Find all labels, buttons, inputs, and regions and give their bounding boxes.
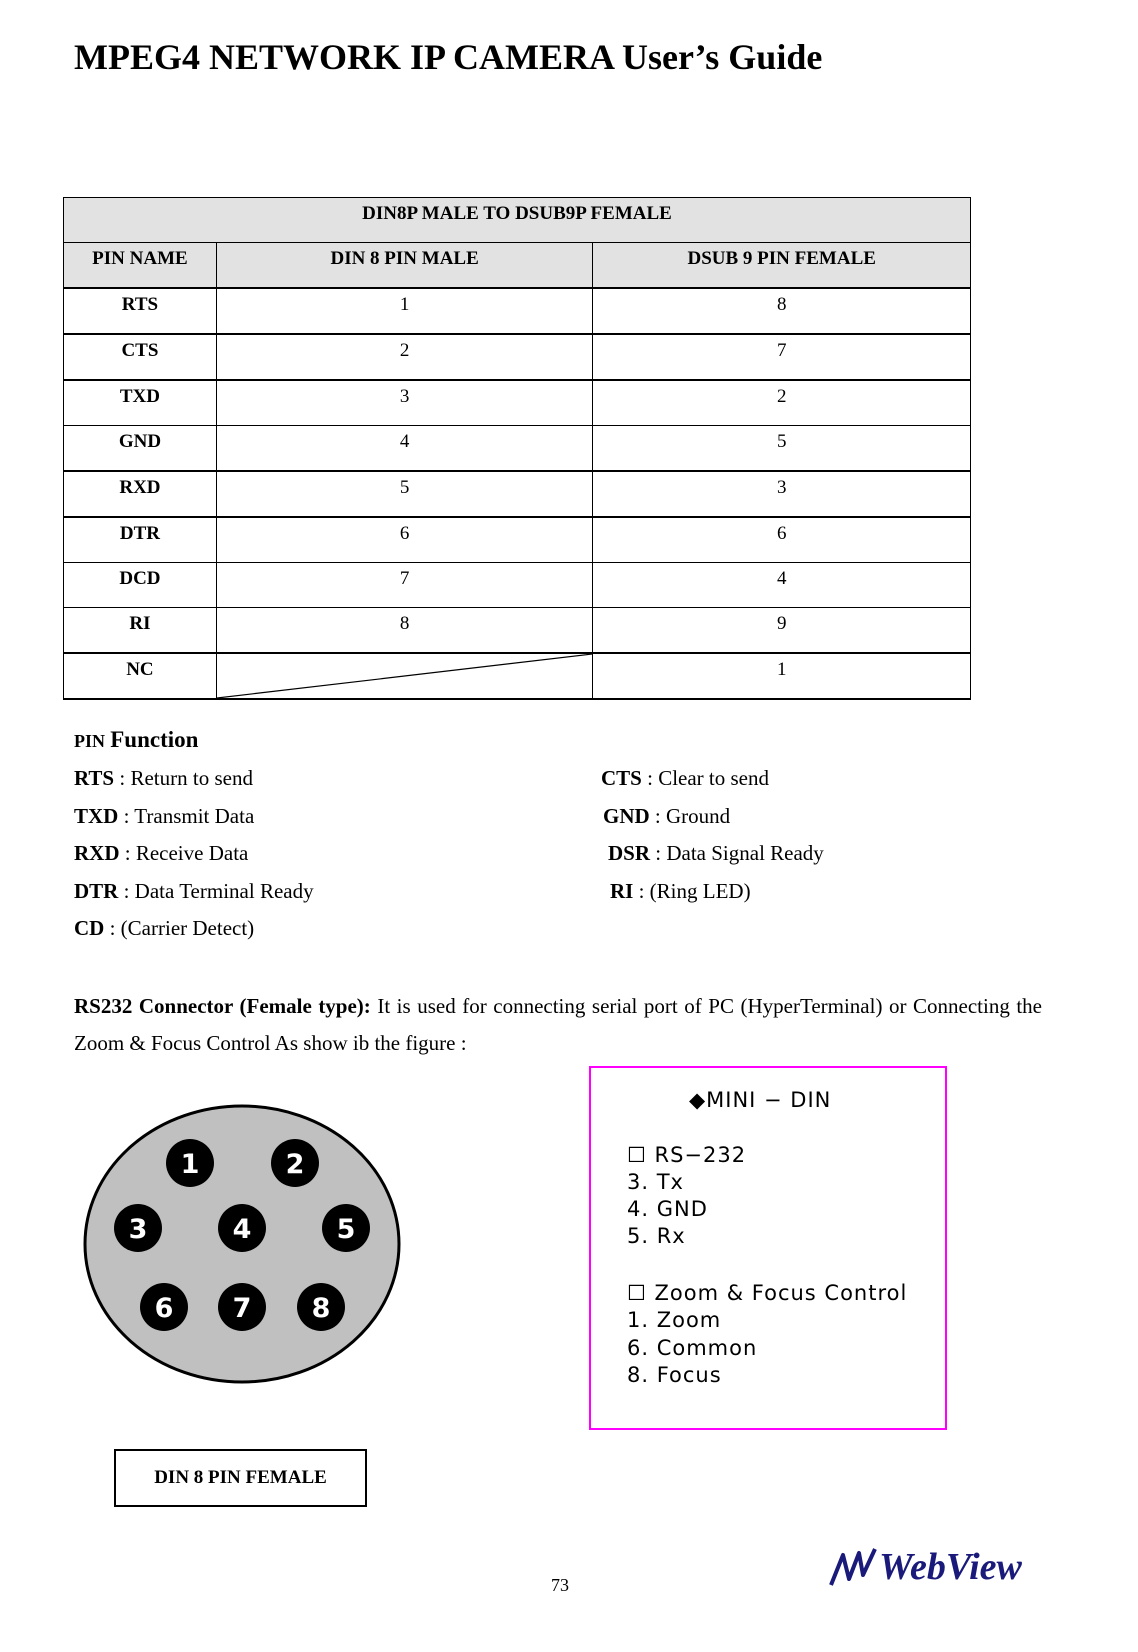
column-header: DIN 8 PIN MALE	[216, 243, 593, 289]
function-item: RTS : Return to send	[74, 766, 253, 790]
dsub-pin: 1	[593, 653, 971, 699]
din-pin: 3	[216, 380, 593, 426]
pin-number: 7	[232, 1293, 252, 1324]
table-title: DIN8P MALE TO DSUB9P FEMALE	[64, 198, 971, 243]
zoom-item: 1. Zoom	[627, 1308, 722, 1332]
column-header: DSUB 9 PIN FEMALE	[593, 243, 971, 289]
function-item: DSR : Data Signal Ready	[608, 841, 824, 865]
din-pin: 6	[216, 517, 593, 563]
rs232-item: 3. Tx	[627, 1170, 684, 1194]
rs232-item: 4. GND	[627, 1197, 708, 1221]
function-item: RXD : Receive Data	[74, 841, 249, 865]
function-item: CTS : Clear to send	[601, 766, 769, 790]
logo-mark-icon	[827, 1545, 887, 1590]
zoom-item: 8. Focus	[627, 1363, 722, 1387]
pin-name: TXD	[64, 380, 217, 426]
table-row	[64, 426, 971, 472]
zoom-item: 6. Common	[627, 1336, 758, 1360]
pin-name: CTS	[64, 334, 217, 380]
mini-din-box	[589, 1066, 947, 1430]
din-pin: 8	[216, 608, 593, 654]
table-row	[64, 380, 971, 426]
pin-function-heading: PIN Function	[74, 727, 199, 752]
table-row	[64, 563, 971, 608]
table-row	[64, 517, 971, 563]
table-row	[64, 334, 971, 380]
connector-label: DIN 8 PIN FEMALE	[114, 1449, 367, 1507]
pin-number: 2	[285, 1149, 305, 1180]
pin-name: RI	[64, 608, 217, 654]
logo-text: WebView	[879, 1546, 1022, 1588]
function-item: RI : (Ring LED)	[610, 879, 751, 903]
pin-name: RTS	[64, 288, 217, 334]
din-pin: 2	[216, 334, 593, 380]
function-item: DTR : Data Terminal Ready	[74, 879, 314, 903]
mini-din-title: ◆MINI − DIN	[689, 1088, 832, 1112]
function-item: GND : Ground	[603, 804, 731, 828]
table-row	[64, 608, 971, 654]
din-pin: 1	[216, 288, 593, 334]
din-pin: 7	[216, 563, 593, 608]
pin-mapping-table	[63, 197, 971, 700]
pin-number: 3	[128, 1214, 148, 1245]
pin-number: 6	[154, 1293, 174, 1324]
dsub-pin: 5	[593, 426, 971, 472]
pin-name: NC	[64, 653, 217, 699]
din-connector-diagram	[80, 1100, 410, 1390]
table-row	[64, 653, 971, 699]
pin-number: 8	[311, 1293, 331, 1324]
table-row	[64, 288, 971, 334]
page-number: 73	[551, 1575, 569, 1595]
pin-name: DCD	[64, 563, 217, 608]
rs232-item: 5. Rx	[627, 1224, 686, 1248]
pin-name: RXD	[64, 471, 217, 517]
pin-number: 5	[336, 1214, 356, 1245]
zoom-heading: ☐ Zoom & Focus Control	[627, 1281, 908, 1305]
rs232-description	[74, 988, 1042, 1062]
din-pin: 4	[216, 426, 593, 472]
dsub-pin: 6	[593, 517, 971, 563]
function-item: CD : (Carrier Detect)	[74, 916, 255, 940]
dsub-pin: 7	[593, 334, 971, 380]
webview-logo	[827, 1545, 1047, 1590]
dsub-pin: 2	[593, 380, 971, 426]
din-pin: 5	[216, 471, 593, 517]
table-row	[64, 471, 971, 517]
rs232-label: RS232 Connector (Female type):	[74, 994, 371, 1018]
dsub-pin: 3	[593, 471, 971, 517]
empty-cell-diagonal	[216, 653, 593, 699]
column-header: PIN NAME	[64, 243, 217, 289]
rs232-heading: ☐ RS−232	[627, 1143, 747, 1167]
dsub-pin: 8	[593, 288, 971, 334]
rs232-text: It is used for connecting serial port of PC (HyperTerminal) or Connecting the Zoom & Focus Control As show ib the figure :	[74, 994, 1042, 1055]
dsub-pin: 9	[593, 608, 971, 654]
pin-name: GND	[64, 426, 217, 472]
dsub-pin: 4	[593, 563, 971, 608]
pin-number: 1	[180, 1149, 200, 1180]
pin-name: DTR	[64, 517, 217, 563]
page-title: MPEG4 NETWORK IP CAMERA User’s Guide	[74, 37, 823, 77]
function-item: TXD : Transmit Data	[74, 804, 255, 828]
pin-number: 4	[232, 1214, 252, 1245]
